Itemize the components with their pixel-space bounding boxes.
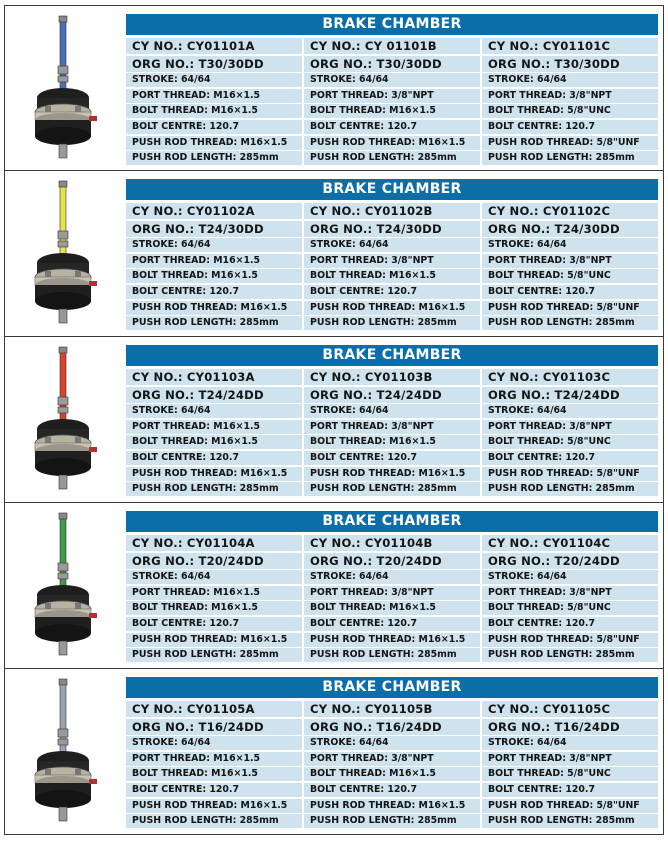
section-banner: BRAKE CHAMBER [126, 345, 658, 366]
spec-columns [126, 701, 658, 828]
spec-column [482, 535, 658, 662]
spec-bolt-thread: BOLT THREAD: 5/8"UNC [482, 767, 658, 781]
spec-bolt-centre: BOLT CENTRE: 120.7 [304, 285, 480, 299]
section-banner: BRAKE CHAMBER [126, 14, 658, 35]
spec-bolt-centre: BOLT CENTRE: 120.7 [126, 120, 302, 134]
spec-bolt-thread: BOLT THREAD: M16×1.5 [126, 435, 302, 449]
spec-bolt-centre: BOLT CENTRE: 120.7 [304, 120, 480, 134]
product-section [4, 503, 664, 669]
spec-bolt-thread: BOLT THREAD: M16×1.5 [304, 435, 480, 449]
spec-org-no: ORG NO.: T30/30DD [304, 56, 480, 72]
spec-column [304, 535, 480, 662]
spec-bolt-centre: BOLT CENTRE: 120.7 [126, 451, 302, 465]
section-banner: BRAKE CHAMBER [126, 677, 658, 698]
spec-column [126, 203, 302, 330]
spec-cy-no: CY NO.: CY01105A [126, 701, 302, 717]
spec-push-rod-length: PUSH ROD LENGTH: 285mm [126, 648, 302, 662]
spec-column [304, 701, 480, 828]
spec-column [482, 203, 658, 330]
spec-org-no: ORG NO.: T16/24DD [126, 719, 302, 735]
spec-stroke: STROKE: 64/64 [126, 73, 302, 87]
spec-push-rod-length: PUSH ROD LENGTH: 285mm [304, 151, 480, 165]
spec-column [304, 369, 480, 496]
spec-push-rod-thread: PUSH ROD THREAD: 5/8"UNF [482, 799, 658, 813]
spec-bolt-centre: BOLT CENTRE: 120.7 [304, 783, 480, 797]
spec-push-rod-length: PUSH ROD LENGTH: 285mm [304, 648, 480, 662]
spec-column [126, 701, 302, 828]
spec-bolt-thread: BOLT THREAD: M16×1.5 [304, 767, 480, 781]
spec-org-no: ORG NO.: T24/24DD [482, 387, 658, 403]
spec-push-rod-thread: PUSH ROD THREAD: M16×1.5 [126, 136, 302, 150]
spec-push-rod-length: PUSH ROD LENGTH: 285mm [482, 814, 658, 828]
spec-bolt-centre: BOLT CENTRE: 120.7 [482, 617, 658, 631]
spec-stroke: STROKE: 64/64 [482, 238, 658, 252]
spec-port-thread: PORT THREAD: M16×1.5 [126, 254, 302, 268]
spec-cy-no: CY NO.: CY01101A [126, 38, 302, 54]
spec-push-rod-thread: PUSH ROD THREAD: 5/8"UNF [482, 301, 658, 315]
spec-push-rod-thread: PUSH ROD THREAD: M16×1.5 [126, 301, 302, 315]
spec-panel [126, 345, 658, 496]
spec-push-rod-thread: PUSH ROD THREAD: 5/8"UNF [482, 136, 658, 150]
spec-bolt-thread: BOLT THREAD: M16×1.5 [126, 269, 302, 283]
brake-chamber-image [5, 6, 123, 170]
spec-stroke: STROKE: 64/64 [482, 736, 658, 750]
product-section [4, 669, 664, 835]
spec-bolt-thread: BOLT THREAD: M16×1.5 [304, 601, 480, 615]
spec-stroke: STROKE: 64/64 [126, 238, 302, 252]
spec-push-rod-thread: PUSH ROD THREAD: 5/8"UNF [482, 467, 658, 481]
spec-column [126, 535, 302, 662]
spec-bolt-thread: BOLT THREAD: M16×1.5 [304, 269, 480, 283]
spec-push-rod-length: PUSH ROD LENGTH: 285mm [126, 482, 302, 496]
spec-bolt-centre: BOLT CENTRE: 120.7 [482, 451, 658, 465]
spec-stroke: STROKE: 64/64 [304, 73, 480, 87]
spec-bolt-thread: BOLT THREAD: 5/8"UNC [482, 269, 658, 283]
spec-port-thread: PORT THREAD: 3/8"NPT [482, 420, 658, 434]
spec-column [482, 369, 658, 496]
spec-org-no: ORG NO.: T24/24DD [126, 387, 302, 403]
spec-bolt-thread: BOLT THREAD: M16×1.5 [126, 104, 302, 118]
spec-push-rod-length: PUSH ROD LENGTH: 285mm [126, 814, 302, 828]
spec-push-rod-length: PUSH ROD LENGTH: 285mm [482, 151, 658, 165]
spec-stroke: STROKE: 64/64 [304, 736, 480, 750]
spec-cy-no: CY NO.: CY01104A [126, 535, 302, 551]
spec-columns [126, 38, 658, 165]
spec-org-no: ORG NO.: T16/24DD [482, 719, 658, 735]
spec-column [126, 38, 302, 165]
spec-column [126, 369, 302, 496]
spec-bolt-centre: BOLT CENTRE: 120.7 [126, 617, 302, 631]
spec-stroke: STROKE: 64/64 [482, 73, 658, 87]
spec-stroke: STROKE: 64/64 [304, 570, 480, 584]
spec-stroke: STROKE: 64/64 [126, 404, 302, 418]
spec-push-rod-thread: PUSH ROD THREAD: M16×1.5 [304, 301, 480, 315]
spec-port-thread: PORT THREAD: 3/8"NPT [304, 752, 480, 766]
spec-bolt-thread: BOLT THREAD: 5/8"UNC [482, 435, 658, 449]
spec-push-rod-thread: PUSH ROD THREAD: M16×1.5 [126, 799, 302, 813]
spec-org-no: ORG NO.: T24/30DD [304, 221, 480, 237]
spec-org-no: ORG NO.: T24/30DD [126, 221, 302, 237]
spec-push-rod-length: PUSH ROD LENGTH: 285mm [126, 151, 302, 165]
spec-org-no: ORG NO.: T24/24DD [304, 387, 480, 403]
spec-column [482, 38, 658, 165]
spec-push-rod-length: PUSH ROD LENGTH: 285mm [304, 814, 480, 828]
spec-stroke: STROKE: 64/64 [126, 570, 302, 584]
spec-cy-no: CY NO.: CY01105B [304, 701, 480, 717]
spec-bolt-centre: BOLT CENTRE: 120.7 [482, 783, 658, 797]
spec-column [482, 701, 658, 828]
spec-bolt-thread: BOLT THREAD: 5/8"UNC [482, 601, 658, 615]
spec-cy-no: CY NO.: CY01105C [482, 701, 658, 717]
spec-cy-no: CY NO.: CY01102A [126, 203, 302, 219]
spec-push-rod-length: PUSH ROD LENGTH: 285mm [482, 648, 658, 662]
spec-port-thread: PORT THREAD: 3/8"NPT [482, 586, 658, 600]
spec-bolt-centre: BOLT CENTRE: 120.7 [304, 617, 480, 631]
brake-chamber-image [5, 337, 123, 501]
spec-push-rod-thread: PUSH ROD THREAD: M16×1.5 [304, 136, 480, 150]
brake-chamber-image [5, 503, 123, 667]
spec-port-thread: PORT THREAD: 3/8"NPT [482, 254, 658, 268]
spec-org-no: ORG NO.: T20/24DD [126, 553, 302, 569]
spec-cy-no: CY NO.: CY 01101B [304, 38, 480, 54]
spec-cy-no: CY NO.: CY01102C [482, 203, 658, 219]
spec-bolt-centre: BOLT CENTRE: 120.7 [482, 120, 658, 134]
section-banner: BRAKE CHAMBER [126, 511, 658, 532]
spec-bolt-centre: BOLT CENTRE: 120.7 [482, 285, 658, 299]
spec-stroke: STROKE: 64/64 [126, 736, 302, 750]
product-section [4, 5, 664, 171]
spec-columns [126, 203, 658, 330]
spec-push-rod-thread: PUSH ROD THREAD: M16×1.5 [304, 467, 480, 481]
spec-port-thread: PORT THREAD: M16×1.5 [126, 89, 302, 103]
spec-bolt-centre: BOLT CENTRE: 120.7 [126, 783, 302, 797]
spec-cy-no: CY NO.: CY01103C [482, 369, 658, 385]
spec-push-rod-length: PUSH ROD LENGTH: 285mm [482, 316, 658, 330]
spec-push-rod-thread: PUSH ROD THREAD: M16×1.5 [126, 467, 302, 481]
spec-port-thread: PORT THREAD: M16×1.5 [126, 420, 302, 434]
spec-bolt-centre: BOLT CENTRE: 120.7 [126, 285, 302, 299]
spec-push-rod-thread: PUSH ROD THREAD: 5/8"UNF [482, 633, 658, 647]
spec-push-rod-thread: PUSH ROD THREAD: M16×1.5 [304, 633, 480, 647]
spec-port-thread: PORT THREAD: 3/8"NPT [482, 89, 658, 103]
spec-org-no: ORG NO.: T20/24DD [304, 553, 480, 569]
spec-org-no: ORG NO.: T30/30DD [482, 56, 658, 72]
spec-cy-no: CY NO.: CY01104B [304, 535, 480, 551]
spec-push-rod-thread: PUSH ROD THREAD: M16×1.5 [304, 799, 480, 813]
spec-port-thread: PORT THREAD: 3/8"NPT [304, 420, 480, 434]
spec-port-thread: PORT THREAD: M16×1.5 [126, 586, 302, 600]
spec-columns [126, 535, 658, 662]
spec-cy-no: CY NO.: CY01101C [482, 38, 658, 54]
spec-stroke: STROKE: 64/64 [482, 570, 658, 584]
spec-cy-no: CY NO.: CY01104C [482, 535, 658, 551]
spec-panel [126, 511, 658, 662]
section-banner: BRAKE CHAMBER [126, 179, 658, 200]
spec-bolt-thread: BOLT THREAD: 5/8"UNC [482, 104, 658, 118]
spec-bolt-thread: BOLT THREAD: M16×1.5 [126, 601, 302, 615]
spec-columns [126, 369, 658, 496]
spec-panel [126, 179, 658, 330]
spec-port-thread: PORT THREAD: 3/8"NPT [482, 752, 658, 766]
spec-org-no: ORG NO.: T24/30DD [482, 221, 658, 237]
product-section [4, 171, 664, 337]
spec-panel [126, 677, 658, 828]
spec-push-rod-length: PUSH ROD LENGTH: 285mm [482, 482, 658, 496]
spec-bolt-thread: BOLT THREAD: M16×1.5 [126, 767, 302, 781]
spec-stroke: STROKE: 64/64 [482, 404, 658, 418]
spec-bolt-thread: BOLT THREAD: M16×1.5 [304, 104, 480, 118]
spec-org-no: ORG NO.: T16/24DD [304, 719, 480, 735]
spec-stroke: STROKE: 64/64 [304, 404, 480, 418]
spec-org-no: ORG NO.: T20/24DD [482, 553, 658, 569]
spec-port-thread: PORT THREAD: M16×1.5 [126, 752, 302, 766]
spec-org-no: ORG NO.: T30/30DD [126, 56, 302, 72]
spec-panel [126, 14, 658, 165]
spec-push-rod-length: PUSH ROD LENGTH: 285mm [304, 316, 480, 330]
spec-column [304, 203, 480, 330]
spec-stroke: STROKE: 64/64 [304, 238, 480, 252]
spec-port-thread: PORT THREAD: 3/8"NPT [304, 89, 480, 103]
catalog-page [4, 5, 664, 835]
product-section [4, 337, 664, 503]
spec-push-rod-thread: PUSH ROD THREAD: M16×1.5 [126, 633, 302, 647]
brake-chamber-image [5, 171, 123, 335]
spec-cy-no: CY NO.: CY01102B [304, 203, 480, 219]
spec-push-rod-length: PUSH ROD LENGTH: 285mm [126, 316, 302, 330]
brake-chamber-image [5, 669, 123, 833]
spec-push-rod-length: PUSH ROD LENGTH: 285mm [304, 482, 480, 496]
spec-cy-no: CY NO.: CY01103A [126, 369, 302, 385]
spec-port-thread: PORT THREAD: 3/8"NPT [304, 586, 480, 600]
spec-cy-no: CY NO.: CY01103B [304, 369, 480, 385]
spec-bolt-centre: BOLT CENTRE: 120.7 [304, 451, 480, 465]
spec-port-thread: PORT THREAD: 3/8"NPT [304, 254, 480, 268]
spec-column [304, 38, 480, 165]
